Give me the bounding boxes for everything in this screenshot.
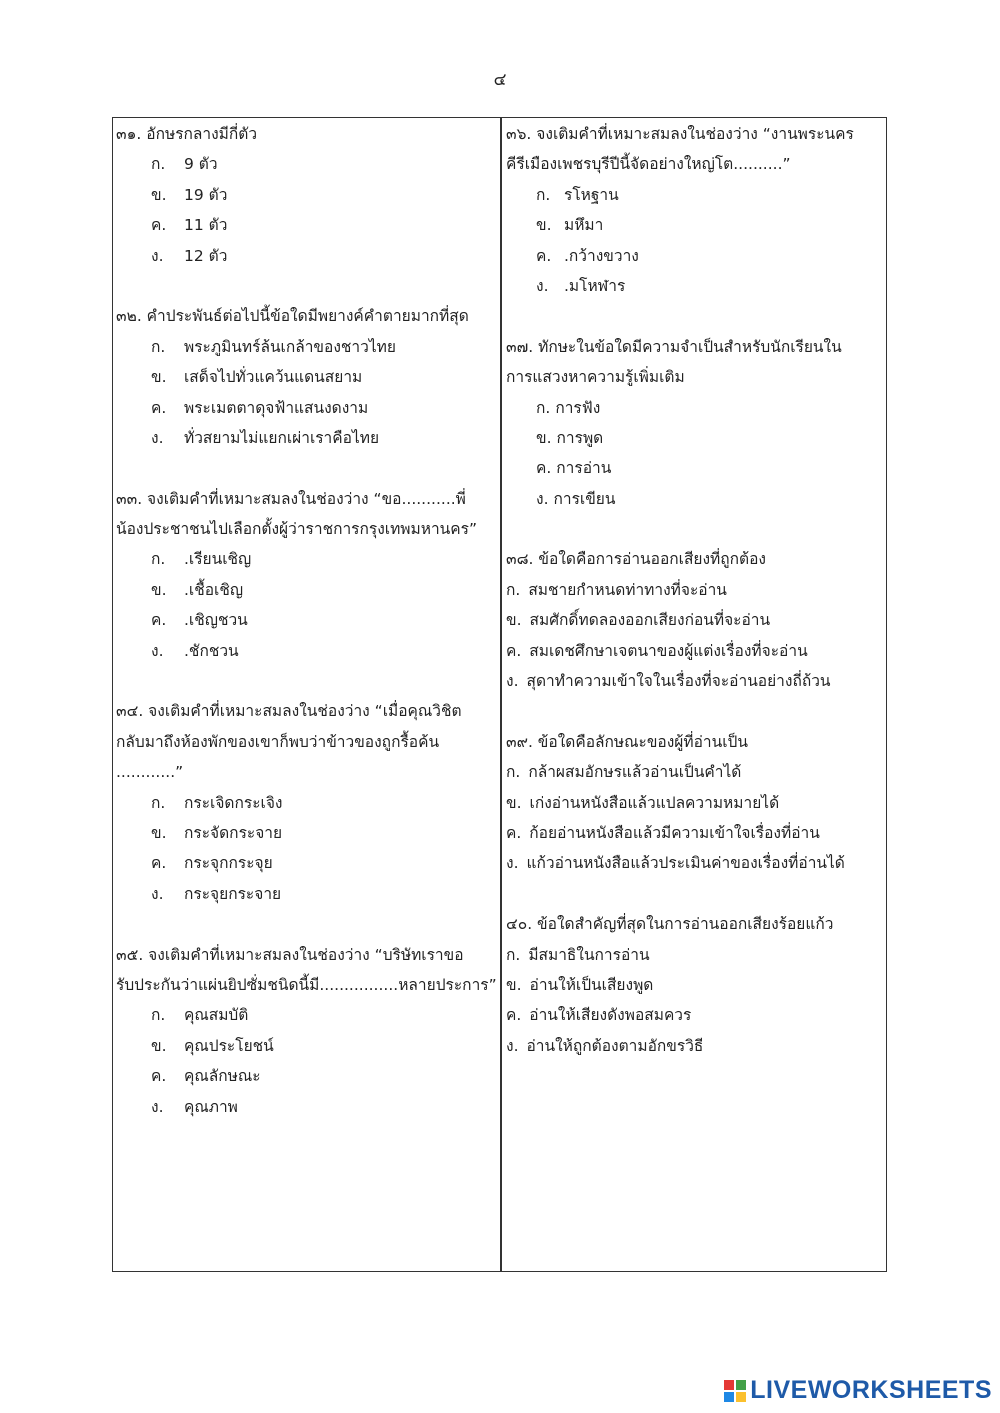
- answer-option[interactable]: [506, 271, 884, 301]
- blank-line: [116, 666, 498, 696]
- option-label: ก.: [151, 550, 166, 569]
- answer-option[interactable]: [116, 848, 498, 878]
- option-text: กล้าผสมอักษรแล้วอ่านเป็นคำได้: [528, 763, 742, 782]
- option-text: .ชักชวน: [184, 641, 239, 660]
- option-text: กระจุยกระจาย: [184, 884, 282, 903]
- option-label: ง.: [506, 854, 519, 873]
- option-text: พระเมตตาดุจฟ้าแสนงดงาม: [184, 398, 369, 417]
- option-label: ค.: [151, 611, 167, 630]
- answer-option[interactable]: [116, 1000, 498, 1030]
- option-text: คุณประโยชน์: [184, 1036, 274, 1055]
- answer-option[interactable]: [116, 423, 498, 453]
- answer-option[interactable]: [116, 788, 498, 818]
- option-label: ค.: [151, 216, 167, 235]
- option-label: ง.: [151, 428, 164, 447]
- question-text-cont: ............”: [116, 763, 184, 782]
- option-label: ค.: [151, 1067, 167, 1086]
- option-label: ค.: [506, 641, 522, 660]
- option-label: ง.: [151, 1097, 164, 1116]
- answer-option[interactable]: [506, 423, 884, 453]
- answer-option[interactable]: [116, 149, 498, 179]
- right-column: [506, 119, 884, 1061]
- option-text: คุณภาพ: [184, 1097, 238, 1116]
- answer-option[interactable]: [116, 210, 498, 240]
- answer-option[interactable]: [506, 393, 884, 423]
- liveworksheets-logo: [724, 1376, 992, 1405]
- option-label: ข.: [506, 611, 522, 630]
- option-label: ก.: [151, 1006, 166, 1025]
- option-label: ง.: [506, 1036, 519, 1055]
- option-text: .มโหฬาร: [564, 276, 626, 295]
- option-label: ก.: [506, 945, 521, 964]
- option-label: ง.: [536, 489, 549, 508]
- option-label: ข.: [536, 428, 552, 447]
- option-text: 11 ตัว: [184, 216, 228, 235]
- option-text: สมชายกำหนดท่าทางที่จะอ่าน: [528, 580, 727, 599]
- question-text: ๓๒. คำประพันธ์ต่อไปนี้ข้อใดมีพยางค์คำตายมากที่สุด: [116, 307, 469, 326]
- question-text-cont: น้องประชาชนไปเลือกตั้งผู้ว่าราชการกรุงเทพมหานคร”: [116, 520, 477, 539]
- answer-option[interactable]: [116, 605, 498, 635]
- blank-line: [506, 696, 884, 726]
- question-text: ๓๓. จงเติมคำที่เหมาะสมลงในช่องว่าง “ขอ...........พี่: [116, 489, 466, 508]
- blank-line: [506, 879, 884, 909]
- question-text: ๓๑. อักษรกลางมีกี่ตัว: [116, 125, 258, 143]
- answer-option[interactable]: [506, 1031, 884, 1061]
- column-divider: [500, 118, 502, 1271]
- answer-option[interactable]: [116, 544, 498, 574]
- option-text: สมเดชศึกษาเจตนาของผู้แต่งเรื่องที่จะอ่าน: [529, 641, 808, 660]
- blank-line: [506, 514, 884, 544]
- page-number: ๔: [493, 70, 507, 90]
- question-text: ๓๗. ทักษะในข้อใดมีความจำเป็นสำหรับนักเรียนใน: [506, 337, 842, 356]
- option-text: การพูด: [556, 428, 604, 447]
- option-text: อ่านให้ถูกต้องตามอักขรวิธี: [526, 1036, 704, 1055]
- left-column: [116, 119, 498, 1122]
- option-label: ค.: [536, 459, 552, 478]
- blank-line: [116, 271, 498, 301]
- answer-option[interactable]: [116, 362, 498, 392]
- answer-option[interactable]: [116, 332, 498, 362]
- question-text: ๔๐. ข้อใดสำคัญที่สุดในการอ่านออกเสียงร้อยแก้ว: [506, 915, 834, 934]
- answer-option[interactable]: [506, 970, 884, 1000]
- option-text: มีสมาธิในการอ่าน: [528, 945, 650, 964]
- option-text: .เชื้อเชิญ: [184, 580, 244, 599]
- answer-option[interactable]: [506, 757, 884, 787]
- option-text: กระจุกกระจุย: [184, 854, 273, 873]
- option-label: ข.: [151, 580, 167, 599]
- question-table: [112, 117, 887, 1272]
- option-text: รโหฐาน: [564, 185, 619, 204]
- option-label: ก.: [506, 580, 521, 599]
- option-label: ง.: [151, 884, 164, 903]
- answer-option[interactable]: [506, 605, 884, 635]
- option-label: ก.: [506, 763, 521, 782]
- option-text: เก่งอ่านหนังสือแล้วแปลความหมายได้: [529, 793, 780, 812]
- option-text: คุณสมบัติ: [184, 1006, 249, 1025]
- option-text: ทั่วสยามไม่แยกเผ่าเราคือไทย: [184, 428, 380, 447]
- question-text-cont: กลับมาถึงห้องพักของเขาก็พบว่าข้าวของถูกรื้อค้น: [116, 732, 440, 751]
- answer-option[interactable]: [116, 1031, 498, 1061]
- option-text: อ่านให้เสียงดังพอสมควร: [529, 1006, 692, 1025]
- option-label: ข.: [151, 823, 167, 842]
- option-label: ง.: [506, 672, 519, 691]
- option-text: 19 ตัว: [184, 185, 228, 204]
- answer-option[interactable]: [506, 1000, 884, 1030]
- answer-option[interactable]: [506, 453, 884, 483]
- option-text: ก้อยอ่านหนังสือแล้วมีความเข้าใจเรื่องที่อ่าน: [529, 823, 820, 842]
- answer-option[interactable]: [116, 575, 498, 605]
- question-text: ๓๖. จงเติมคำที่เหมาะสมลงในช่องว่าง “งานพระนคร: [506, 125, 854, 143]
- option-text: .เรียนเชิญ: [184, 550, 252, 569]
- answer-option[interactable]: [116, 180, 498, 210]
- question-text: ๓๔. จงเติมคำที่เหมาะสมลงในช่องว่าง “เมื่อคุณวิชิต: [116, 702, 462, 721]
- answer-option[interactable]: [116, 879, 498, 909]
- answer-option[interactable]: [116, 393, 498, 423]
- option-text: .กว้างขวาง: [564, 246, 639, 265]
- option-text: เสด็จไปทั่วแคว้นแดนสยาม: [184, 368, 363, 387]
- answer-option[interactable]: [116, 1092, 498, 1122]
- option-text: .เชิญชวน: [184, 611, 248, 630]
- option-text: กระจัดกระจาย: [184, 823, 283, 842]
- option-label: ค.: [506, 823, 522, 842]
- option-label: ข.: [506, 975, 522, 994]
- question-text-cont: รับประกันว่าแผ่นยิปซั่มชนิดนี้มี................หลายประการ”: [116, 975, 497, 994]
- answer-option[interactable]: [116, 636, 498, 666]
- question-text-cont: คีรีเมืองเพชรบุรีปีนี้จัดอย่างใหญ่โต..........”: [506, 155, 791, 174]
- option-text: สุดาทำความเข้าใจในเรื่องที่จะอ่านอย่างถี่ถ้วน: [526, 672, 831, 691]
- answer-option[interactable]: [506, 788, 884, 818]
- blank-line: [116, 909, 498, 939]
- option-label: ง.: [151, 641, 164, 660]
- logo-icon: [724, 1380, 746, 1402]
- option-text: สมศักดิ์ทดลองออกเสียงก่อนที่จะอ่าน: [529, 611, 771, 630]
- blank-line: [116, 453, 498, 483]
- question-text-cont: การแสวงหาความรู้เพิ่มเติม: [506, 368, 685, 387]
- question-text: ๓๕. จงเติมคำที่เหมาะสมลงในช่องว่าง “บริษัทเราขอ: [116, 945, 464, 964]
- option-text: อ่านให้เป็นเสียงพูด: [529, 975, 654, 994]
- option-text: มหึมา: [564, 216, 604, 235]
- answer-option[interactable]: [506, 241, 884, 271]
- option-text: 9 ตัว: [184, 155, 218, 174]
- answer-option[interactable]: [506, 636, 884, 666]
- answer-option[interactable]: [506, 848, 884, 878]
- option-label: ข.: [536, 216, 552, 235]
- option-text: กระเจิดกระเจิง: [184, 793, 283, 812]
- option-text: การอ่าน: [556, 459, 612, 478]
- option-text: คุณลักษณะ: [184, 1067, 261, 1086]
- option-label: ข.: [151, 1036, 167, 1055]
- option-label: ก.: [536, 185, 551, 204]
- option-label: ข.: [506, 793, 522, 812]
- option-text: การเขียน: [553, 489, 616, 508]
- answer-option[interactable]: [506, 484, 884, 514]
- answer-option[interactable]: [116, 818, 498, 848]
- answer-option[interactable]: [506, 180, 884, 210]
- answer-option[interactable]: [506, 210, 884, 240]
- answer-option[interactable]: [506, 818, 884, 848]
- answer-option[interactable]: [506, 575, 884, 605]
- option-text: แก้วอ่านหนังสือแล้วประเมินค่าของเรื่องที่อ่านได้: [526, 854, 845, 873]
- option-text: 12 ตัว: [184, 246, 228, 265]
- option-label: ก.: [151, 337, 166, 356]
- option-label: ก.: [536, 398, 551, 417]
- option-label: ค.: [536, 246, 552, 265]
- option-label: ก.: [151, 793, 166, 812]
- option-text: การฟัง: [555, 398, 601, 417]
- logo-text: LIVEWORKSHEETS: [750, 1376, 992, 1404]
- answer-option[interactable]: [116, 1061, 498, 1091]
- blank-line: [506, 301, 884, 331]
- option-label: ข.: [151, 368, 167, 387]
- option-label: ค.: [151, 854, 167, 873]
- option-label: ค.: [506, 1006, 522, 1025]
- option-label: ข.: [151, 185, 167, 204]
- answer-option[interactable]: [506, 940, 884, 970]
- option-label: ค.: [151, 398, 167, 417]
- option-label: ก.: [151, 155, 166, 174]
- option-label: ง.: [151, 246, 164, 265]
- question-text: ๓๙. ข้อใดคือลักษณะของผู้ที่อ่านเป็น: [506, 732, 748, 751]
- answer-option[interactable]: [506, 666, 884, 696]
- question-text: ๓๘. ข้อใดคือการอ่านออกเสียงที่ถูกต้อง: [506, 550, 766, 569]
- option-text: พระภูมินทร์ล้นเกล้าของชาวไทย: [184, 337, 396, 356]
- answer-option[interactable]: [116, 241, 498, 271]
- option-label: ง.: [536, 276, 549, 295]
